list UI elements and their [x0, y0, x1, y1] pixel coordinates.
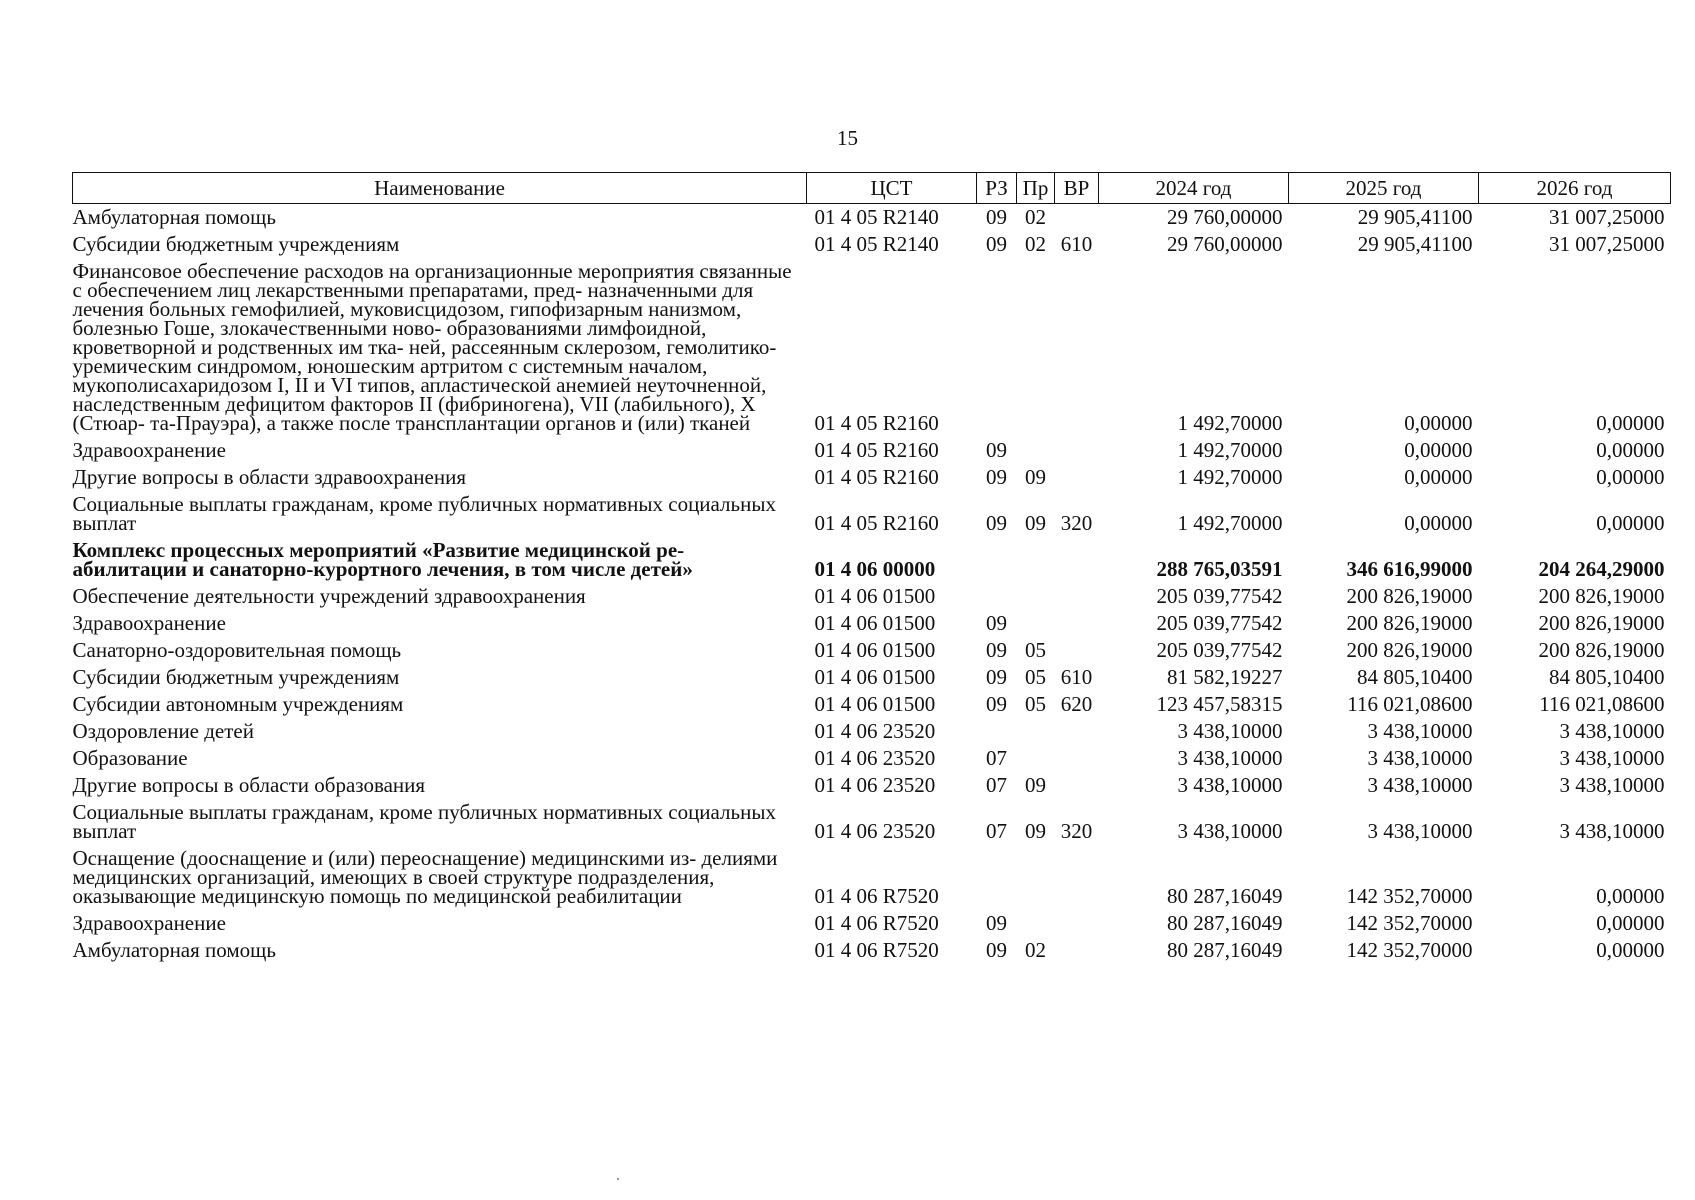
- row-cst: 01 4 05 R2160: [814, 438, 939, 462]
- row-2026: 3 438,10000: [1559, 719, 1665, 743]
- row-2024: 3 438,10000: [1177, 819, 1283, 843]
- row-2025: 29 905,41100: [1357, 205, 1473, 229]
- row-vr: 610: [1060, 232, 1093, 256]
- row-cst: 01 4 06 23520: [814, 746, 936, 770]
- row-2024: 205 039,77542: [1156, 638, 1283, 662]
- row-2025: 200 826,19000: [1346, 611, 1473, 635]
- row-2026: 31 007,25000: [1549, 232, 1665, 256]
- scan-dot: [617, 1178, 619, 1180]
- row-2025: 200 826,19000: [1346, 584, 1473, 608]
- header-row: [73, 173, 1671, 204]
- header-2025: 2025 год: [1289, 173, 1479, 204]
- row-2026: 0,00000: [1596, 411, 1665, 435]
- row-name: Финансовое обеспечение расходов на организационные мероприятия связанные с обеспечением лиц лекарственными препаратами, пред- назначенными для лечения больных гемофилией, муковисцидозом, гипофизарным нанизмом, болезнью Гоше, злокачественными ново- образованиями лимфоидной, кроветворной и родственных им тка- ней, рассеянным склерозом, гемолитико-уремическим синдромом, юношеским артритом с системным началом, мукополисахаридозом I, II и VI типов, апластической анемией неуточненной, наследственным дефицитом факторов II (фибриногена), VII (лабильного), X (Стюар- та-Прауэра), а также после трансплантации органов и (или) тканей: [72, 259, 792, 435]
- table-row: [73, 937, 1671, 964]
- row-2026: 200 826,19000: [1538, 638, 1665, 662]
- row-name: Другие вопросы в области здравоохранения: [72, 465, 466, 489]
- row-2025: 3 438,10000: [1367, 773, 1473, 797]
- row-2026: 31 007,25000: [1549, 205, 1665, 229]
- row-name: Санаторно-оздоровительная помощь: [72, 638, 402, 662]
- row-rz: 09: [986, 611, 1007, 635]
- row-2025: 0,00000: [1404, 438, 1473, 462]
- row-name: Субсидии автономным учреждениям: [72, 692, 404, 716]
- row-name: Комплекс процессных мероприятий «Развитие медицинской ре- абилитации и санаторно-курортного лечения, в том числе детей»: [72, 538, 693, 581]
- row-2026: 3 438,10000: [1559, 773, 1665, 797]
- row-2026: 0,00000: [1596, 938, 1665, 962]
- table-row: [73, 745, 1671, 772]
- row-rz: 07: [986, 746, 1007, 770]
- row-vr: [1055, 772, 1099, 799]
- row-vr: [1055, 537, 1099, 583]
- row-vr: [1055, 745, 1099, 772]
- row-rz: 09: [986, 911, 1007, 935]
- row-vr: [1055, 610, 1099, 637]
- row-2026: 200 826,19000: [1538, 611, 1665, 635]
- row-cst: 01 4 06 01500: [814, 638, 936, 662]
- row-2024: 3 438,10000: [1177, 719, 1283, 743]
- row-pr: [1017, 537, 1055, 583]
- row-2024: 1 492,70000: [1177, 438, 1283, 462]
- row-pr: 09: [1025, 773, 1046, 797]
- row-2025: 0,00000: [1404, 511, 1473, 535]
- row-2026: 3 438,10000: [1559, 746, 1665, 770]
- header-2024: 2024 год: [1099, 173, 1289, 204]
- row-vr: [1055, 437, 1099, 464]
- budget-table: [72, 172, 1671, 964]
- table-row: [73, 772, 1671, 799]
- row-rz: [977, 258, 1017, 437]
- table-row: [73, 204, 1671, 232]
- row-cst: 01 4 06 01500: [814, 584, 936, 608]
- row-pr: [1017, 583, 1055, 610]
- row-vr: 610: [1060, 665, 1093, 689]
- row-2024: 29 760,00000: [1167, 205, 1283, 229]
- row-2024: 80 287,16049: [1167, 938, 1283, 962]
- row-2025: 142 352,70000: [1346, 884, 1473, 908]
- row-rz: 07: [986, 819, 1007, 843]
- table-row: [73, 231, 1671, 258]
- row-2026: 84 805,10400: [1549, 665, 1665, 689]
- row-2026: 204 264,29000: [1538, 557, 1665, 581]
- row-2024: 80 287,16049: [1167, 884, 1283, 908]
- page-number: 15: [837, 126, 858, 150]
- row-cst: 01 4 06 R7520: [814, 938, 939, 962]
- row-pr: 09: [1025, 819, 1046, 843]
- row-cst: 01 4 06 01500: [814, 611, 936, 635]
- row-cst: 01 4 06 R7520: [814, 884, 939, 908]
- row-cst: 01 4 06 23520: [814, 719, 936, 743]
- row-2025: 142 352,70000: [1346, 911, 1473, 935]
- row-vr: 320: [1060, 819, 1093, 843]
- row-pr: [1017, 845, 1055, 910]
- header-name: Наименование: [73, 173, 807, 204]
- row-rz: [977, 718, 1017, 745]
- row-rz: 09: [986, 465, 1007, 489]
- row-cst: 01 4 06 00000: [814, 557, 936, 581]
- row-pr: [1017, 718, 1055, 745]
- row-2024: 81 582,19227: [1167, 665, 1283, 689]
- table-row: [73, 664, 1671, 691]
- row-rz: 09: [986, 692, 1007, 716]
- row-cst: 01 4 05 R2140: [814, 232, 939, 256]
- row-pr: [1017, 745, 1055, 772]
- header-2026: 2026 год: [1479, 173, 1671, 204]
- row-2026: 116 021,08600: [1539, 692, 1665, 716]
- row-2025: 346 616,99000: [1346, 557, 1473, 581]
- row-vr: [1055, 718, 1099, 745]
- row-2024: 29 760,00000: [1167, 232, 1283, 256]
- row-2024: 288 765,03591: [1156, 557, 1283, 581]
- row-vr: [1055, 637, 1099, 664]
- table-row: [73, 491, 1671, 537]
- row-vr: [1055, 910, 1099, 937]
- row-2025: 3 438,10000: [1367, 746, 1473, 770]
- row-2025: 0,00000: [1404, 411, 1473, 435]
- row-2024: 205 039,77542: [1156, 611, 1283, 635]
- row-rz: 09: [986, 511, 1007, 535]
- row-vr: [1055, 845, 1099, 910]
- row-cst: 01 4 06 23520: [814, 819, 936, 843]
- row-cst: 01 4 06 23520: [814, 773, 936, 797]
- row-2026: 3 438,10000: [1559, 819, 1665, 843]
- table-row: [73, 845, 1671, 910]
- row-rz: 09: [986, 232, 1007, 256]
- row-pr: 05: [1025, 665, 1046, 689]
- row-2026: 0,00000: [1596, 465, 1665, 489]
- row-vr: 620: [1060, 692, 1093, 716]
- row-2025: 200 826,19000: [1346, 638, 1473, 662]
- row-rz: [977, 537, 1017, 583]
- row-name: Образование: [72, 746, 188, 770]
- row-rz: [977, 583, 1017, 610]
- row-pr: 09: [1025, 511, 1046, 535]
- row-vr: [1055, 258, 1099, 437]
- row-2024: 205 039,77542: [1156, 584, 1283, 608]
- row-cst: 01 4 06 R7520: [814, 911, 939, 935]
- row-vr: 320: [1060, 511, 1093, 535]
- row-cst: 01 4 05 R2160: [814, 465, 939, 489]
- table-row: [73, 258, 1671, 437]
- row-2024: 1 492,70000: [1177, 511, 1283, 535]
- row-rz: 09: [986, 205, 1007, 229]
- header-pr: Пр: [1017, 173, 1055, 204]
- row-name: Здравоохранение: [72, 911, 226, 935]
- row-vr: [1055, 583, 1099, 610]
- row-name: Обеспечение деятельности учреждений здравоохранения: [72, 584, 586, 608]
- row-2024: 1 492,70000: [1177, 411, 1283, 435]
- table-row: [73, 583, 1671, 610]
- row-vr: [1055, 464, 1099, 491]
- row-2024: 3 438,10000: [1177, 773, 1283, 797]
- row-pr: 05: [1025, 638, 1046, 662]
- row-2025: 116 021,08600: [1347, 692, 1473, 716]
- row-name: Другие вопросы в области образования: [72, 773, 426, 797]
- row-name: Здравоохранение: [72, 611, 226, 635]
- row-pr: 02: [1025, 232, 1046, 256]
- row-2024: 1 492,70000: [1177, 465, 1283, 489]
- row-rz: 07: [986, 773, 1007, 797]
- row-rz: 09: [986, 438, 1007, 462]
- row-rz: 09: [986, 665, 1007, 689]
- row-pr: [1017, 910, 1055, 937]
- row-2025: 3 438,10000: [1367, 819, 1473, 843]
- row-pr: [1017, 610, 1055, 637]
- row-name: Субсидии бюджетным учреждениям: [72, 665, 400, 689]
- header-vr: ВР: [1055, 173, 1099, 204]
- row-2025: 142 352,70000: [1346, 938, 1473, 962]
- row-2026: 0,00000: [1596, 911, 1665, 935]
- row-2025: 29 905,41100: [1357, 232, 1473, 256]
- table-row: [73, 637, 1671, 664]
- table-row: [73, 910, 1671, 937]
- row-cst: 01 4 05 R2140: [814, 205, 939, 229]
- row-pr: [1017, 437, 1055, 464]
- row-cst: 01 4 05 R2160: [814, 411, 939, 435]
- row-rz: 09: [986, 938, 1007, 962]
- row-name: Здравоохранение: [72, 438, 226, 462]
- row-2024: 80 287,16049: [1167, 911, 1283, 935]
- row-2026: 0,00000: [1596, 511, 1665, 535]
- row-vr: [1055, 204, 1099, 232]
- row-name: Социальные выплаты гражданам, кроме публичных нормативных социальных выплат: [72, 492, 776, 535]
- row-2024: 3 438,10000: [1177, 746, 1283, 770]
- row-rz: [977, 845, 1017, 910]
- row-pr: 05: [1025, 692, 1046, 716]
- row-name: Оснащение (дооснащение и (или) переоснащение) медицинскими из- делиями медицинских организаций, имеющих в своей структуре подразделения, оказывающие медицинскую помощь по медицинской реабилитации: [72, 846, 778, 908]
- header-cst: ЦСТ: [807, 173, 977, 204]
- row-name: Амбулаторная помощь: [72, 938, 276, 962]
- row-2024: 123 457,58315: [1156, 692, 1283, 716]
- row-cst: 01 4 06 01500: [814, 692, 936, 716]
- row-2025: 0,00000: [1404, 465, 1473, 489]
- table-row: [73, 437, 1671, 464]
- table-row: [73, 718, 1671, 745]
- row-name: Субсидии бюджетным учреждениям: [72, 232, 400, 256]
- row-rz: 09: [986, 638, 1007, 662]
- row-2026: 0,00000: [1596, 438, 1665, 462]
- table-row: [73, 537, 1671, 583]
- row-2026: 0,00000: [1596, 884, 1665, 908]
- table-row: [73, 691, 1671, 718]
- row-pr: 02: [1025, 205, 1046, 229]
- row-cst: 01 4 06 01500: [814, 665, 936, 689]
- row-2025: 84 805,10400: [1357, 665, 1473, 689]
- row-2026: 200 826,19000: [1538, 584, 1665, 608]
- row-vr: [1055, 937, 1099, 964]
- row-pr: 02: [1025, 938, 1046, 962]
- row-name: Амбулаторная помощь: [72, 205, 276, 229]
- row-pr: [1017, 258, 1055, 437]
- row-2025: 3 438,10000: [1367, 719, 1473, 743]
- table-row: [73, 610, 1671, 637]
- table-row: [73, 799, 1671, 845]
- row-name: Оздоровление детей: [72, 719, 254, 743]
- row-name: Социальные выплаты гражданам, кроме публичных нормативных социальных выплат: [72, 800, 776, 843]
- header-rz: РЗ: [977, 173, 1017, 204]
- table-row: [73, 464, 1671, 491]
- row-cst: 01 4 05 R2160: [814, 511, 939, 535]
- row-pr: 09: [1025, 465, 1046, 489]
